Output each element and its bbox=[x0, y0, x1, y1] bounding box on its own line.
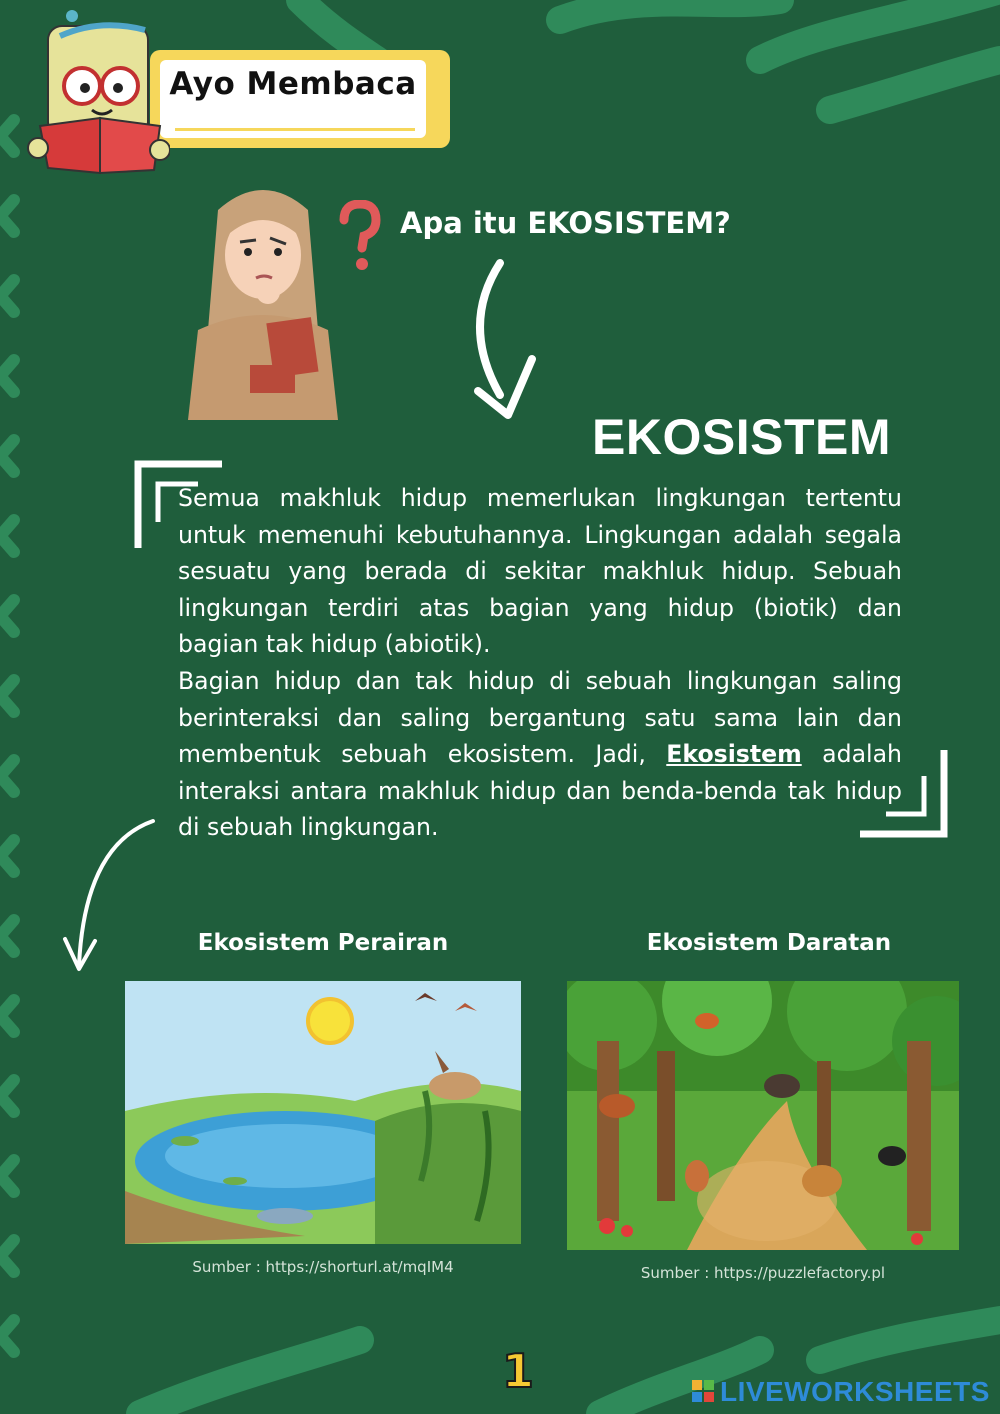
curved-arrow-down-left-icon bbox=[55, 815, 165, 985]
figure-caption-daratan: Ekosistem Daratan bbox=[646, 930, 892, 956]
curved-arrow-down-icon bbox=[460, 255, 550, 425]
land-ecosystem-image bbox=[567, 981, 959, 1250]
paragraph-1: Semua makhluk hidup memerlukan lingkungan tertentu untuk memenuhi kebutuhannya. Lingkungan adalah segala sesuatu yang berada di sekitar makhluk hidup. Sebuah lingkungan terdiri atas bagian yang hidup (biotik) dan bagian tak hidup (abiotik). bbox=[178, 484, 902, 659]
bg-stroke bbox=[560, 0, 780, 20]
keyword-ekosistem: Ekosistem bbox=[666, 740, 802, 769]
header-title: Ayo Membaca bbox=[169, 66, 417, 102]
land-ecosystem-drawing bbox=[567, 981, 959, 1250]
watermark-text: LIVEWORKSHEETS bbox=[720, 1376, 990, 1407]
bg-stroke bbox=[140, 1340, 360, 1414]
paragraph-2 bbox=[178, 663, 902, 846]
bg-stroke bbox=[760, 0, 1000, 60]
left-chevrons bbox=[0, 120, 14, 1352]
aquatic-ecosystem-drawing bbox=[125, 981, 521, 1244]
figure-source-daratan: Sumber : https://puzzlefactory.pl bbox=[640, 1264, 886, 1282]
body-text bbox=[178, 480, 902, 846]
figure-source-perairan: Sumber : https://shorturl.at/mqIM4 bbox=[192, 1258, 454, 1276]
thinking-girl-illustration bbox=[178, 180, 348, 425]
main-title: EKOSISTEM bbox=[592, 409, 891, 465]
page-number: 1 bbox=[501, 1344, 534, 1398]
paragraph-2-text-end: adalah interaksi antara makhluk hidup dan benda-benda tak hidup di sebuah lingkungan. bbox=[178, 740, 903, 842]
question-heading: Apa itu EKOSISTEM? bbox=[400, 206, 731, 240]
bg-stroke bbox=[820, 1320, 1000, 1360]
book-mascot-illustration bbox=[20, 8, 170, 178]
paragraph-2-text: Bagian hidup dan tak hidup di sebuah lingkungan saling berinteraksi dan saling bergantung satu sama lain dan membentuk sebuah ekosistem. Jadi, bbox=[178, 666, 902, 769]
aquatic-ecosystem-image bbox=[125, 981, 521, 1244]
question-mark-icon bbox=[334, 200, 384, 272]
bg-stroke bbox=[830, 60, 1000, 110]
header-underline bbox=[175, 128, 415, 131]
figure-caption-perairan: Ekosistem Perairan bbox=[197, 930, 449, 956]
liveworksheets-logo-icon bbox=[692, 1380, 716, 1404]
